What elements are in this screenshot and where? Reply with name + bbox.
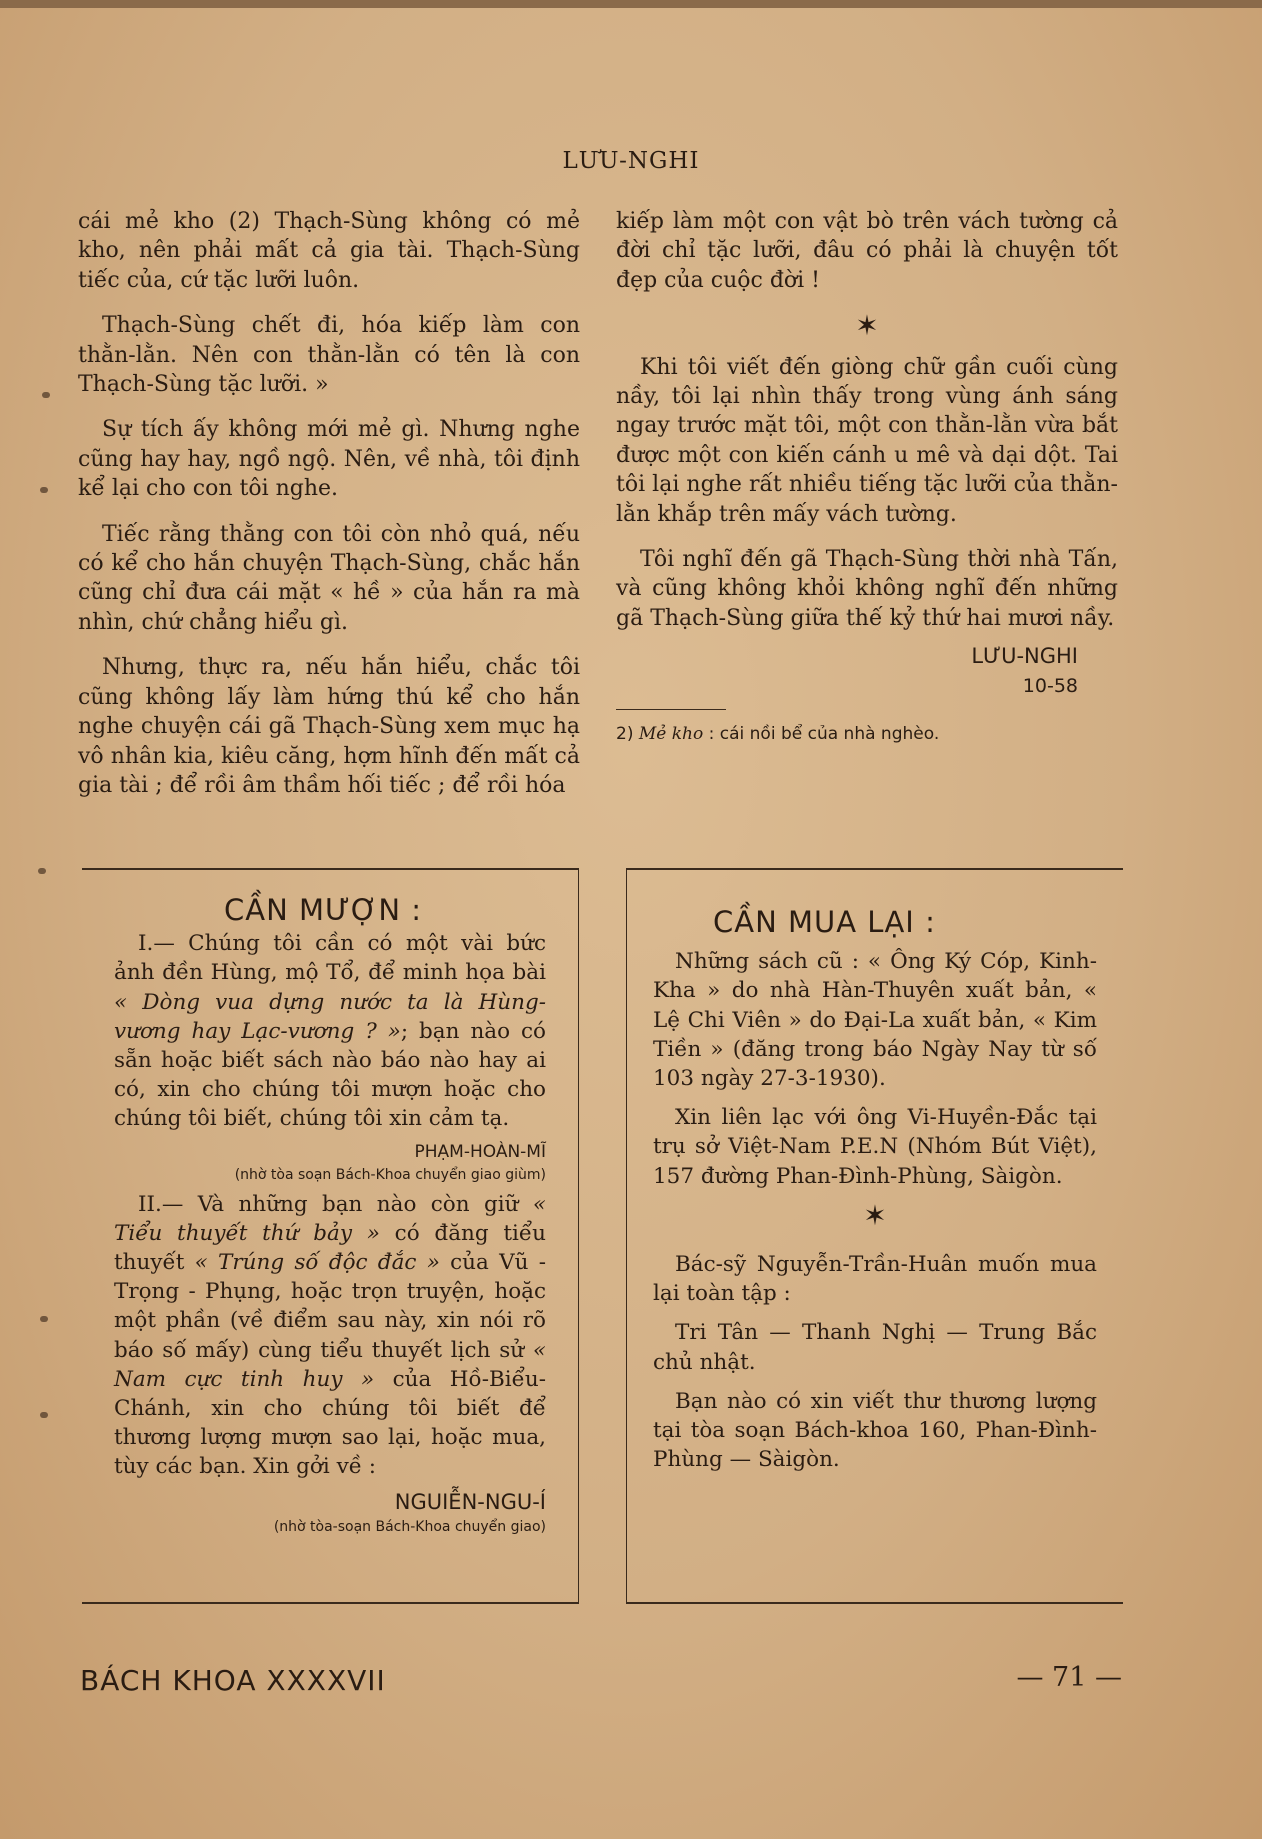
binding-hole-mark xyxy=(40,487,48,493)
article-title-italic: « Dòng vua dựng nước ta là Hùng-vương hay Lạc-vương ? » xyxy=(114,989,546,1044)
notice-signature: NGUIỄN-NGU-Í xyxy=(394,1489,546,1514)
footnote-text: : cái nồi bể của nhà nghèo. xyxy=(703,724,940,745)
book-title-italic: « Nam cực tinh huy » xyxy=(114,1337,546,1392)
text-run: của Vũ - Trọng - Phụng, hoặc trọn truyện, hoặc một phần (về điểm sau này, xin nói rõ báo số mấy) cùng tiểu thuyết lịch sử xyxy=(114,1250,546,1363)
text-run: ; bạn nào có sẵn hoặc biết sách nào báo nào hay ai có, xin cho chúng tôi mượn hoặc cho chúng tôi biết, chúng tôi xin cảm tạ. xyxy=(114,1018,546,1132)
notice-paragraph: Xin liên lạc với ông Vi-Huyền-Đắc tại trụ sở Việt-Nam P.E.N (Nhóm Bút Việt), 157 đường Phan-Đình-Phùng, Sàigòn. xyxy=(653,1105,1097,1189)
binding-hole-mark xyxy=(42,392,50,398)
notice-paragraph: Tri Tân — Thanh Nghị — Trung Bắc chủ nhật. xyxy=(653,1320,1097,1375)
section-divider-star-icon: ✶ xyxy=(855,309,879,343)
footnote-rule xyxy=(616,709,726,710)
binding-hole-mark xyxy=(40,1316,48,1322)
forwarding-note: (nhờ tòa-soạn Bách-Khoa chuyển giao) xyxy=(273,1518,546,1535)
notice-paragraph xyxy=(114,929,546,1133)
binding-hole-mark xyxy=(38,868,46,874)
page-top-edge xyxy=(0,0,1262,8)
paragraph: Tôi nghĩ đến gã Thạch-Sùng thời nhà Tấn, và cũng không khỏi không nghĩ đến những gã Thạch-Sùng giữa thế kỷ thứ hai mươi nầy. xyxy=(616,547,1118,631)
left-text-column xyxy=(78,207,580,816)
forwarding-note: (nhờ tòa soạn Bách-Khoa chuyển giao giùm) xyxy=(234,1166,546,1183)
section-divider-star-icon: ✶ xyxy=(863,1198,887,1232)
footnote-term: Mẻ kho xyxy=(638,724,704,745)
notice-paragraph: Những sách cũ : « Ông Ký Cóp, Kinh-Kha » do nhà Hàn-Thuyên xuất bản, « Lệ Chi Viên » do Đại-La xuất bản, « Kim Tiền » (đăng trong báo Ngày Nay từ số 103 ngày 27-3-1930). xyxy=(653,949,1097,1092)
paragraph: Nhưng, thực ra, nếu hắn hiểu, chắc tôi cũng không lấy làm hứng thú kể cho hắn nghe chuyện cái gã Thạch-Sùng xem mục hạ vô nhân kia, kiêu căng, hợm hĩnh đến mất cả gia tài ; để rồi âm thầm hối tiếc ; để rồi hóa xyxy=(78,655,580,798)
footnote-marker: 2) xyxy=(616,724,634,745)
paragraph: Khi tôi viết đến giòng chữ gần cuối cùng nầy, tôi lại nhìn thấy trong vùng ánh sáng ngay trước mặt tôi, một con thằn-lằn vừa bắt được một con kiến cánh u mê và dại dột. Tai tôi lại nghe rất nhiều tiếng tặc lưỡi của thằn-lằn khắp trên mấy vách tường. xyxy=(616,354,1118,527)
notice-title: CẦN MUA LẠI : xyxy=(713,905,936,939)
paragraph: Sự tích ấy không mới mẻ gì. Nhưng nghe cũng hay hay, ngồ ngộ. Nên, về nhà, tôi định kể lại cho con tôi nghe. xyxy=(78,417,580,502)
text-run: của Hồ-Biểu-Chánh, xin cho chúng tôi biết để thương lượng mượn sao lại, hoặc mua, tùy các bạn. Xin gởi về : xyxy=(114,1366,546,1480)
page-number: — 71 — xyxy=(1016,1662,1122,1693)
text-run: có đăng tiểu thuyết xyxy=(114,1220,546,1276)
notice-box-content xyxy=(114,893,546,1542)
paragraph: Thạch-Sùng chết đi, hóa kiếp làm con thằn-lằn. Nên con thằn-lằn có tên là con Thạch-Sùng tặc lưỡi. » xyxy=(78,313,580,398)
notice-title: CẦN MƯỢN : xyxy=(224,893,423,927)
book-title-italic: « Tiểu thuyết thứ bảy » xyxy=(114,1191,546,1246)
right-text-column xyxy=(616,207,1118,750)
footnote xyxy=(616,720,1118,749)
running-header-author: LƯU-NGHI xyxy=(562,148,700,174)
notice-paragraph: Bác-sỹ Nguyễn-Trần-Huân muốn mua lại toàn tập : xyxy=(653,1252,1097,1307)
paragraph: kiếp làm một con vật bò trên vách tường cả đời chỉ tặc lưỡi, đâu có phải là chuyện tốt đẹp của cuộc đời ! xyxy=(616,209,1118,293)
notice-box-borrow xyxy=(82,868,579,1604)
notice-paragraph xyxy=(114,1190,546,1482)
text-run: II.— Và những bạn nào còn giữ xyxy=(138,1191,533,1217)
notice-box-buy-back xyxy=(626,868,1123,1604)
book-title-italic: « Trúng số độc đắc » xyxy=(194,1250,440,1276)
notice-paragraph: Bạn nào có xin viết thư thương lượng tại tòa soạn Bách-khoa 160, Phan-Đình-Phùng — Sàigòn. xyxy=(653,1388,1097,1473)
notice-box-content xyxy=(653,905,1097,1484)
publication-footer: BÁCH KHOA XXXXVII xyxy=(80,1664,386,1697)
paragraph: Tiếc rằng thằng con tôi còn nhỏ quá, nếu có kể cho hắn chuyện Thạch-Sùng, chắc hắn cũng chỉ đưa cái mặt « hề » của hắn ra mà nhìn, chứ chẳng hiểu gì. xyxy=(78,521,580,635)
binding-hole-mark xyxy=(40,1412,48,1418)
article-date: 10-58 xyxy=(1022,675,1078,698)
notice-signature: PHẠM-HOÀN-MĨ xyxy=(414,1141,546,1162)
text-run: I.— Chúng tôi cần có một vài bức ảnh đền Hùng, mộ Tổ, để minh họa bài xyxy=(114,931,546,986)
author-signature: LƯU-NGHI xyxy=(971,644,1078,669)
paragraph: cái mẻ kho (2) Thạch-Sùng không có mẻ kho, nên phải mất cả gia tài. Thạch-Sùng tiếc của, cứ tặc lưỡi luôn. xyxy=(78,209,580,293)
